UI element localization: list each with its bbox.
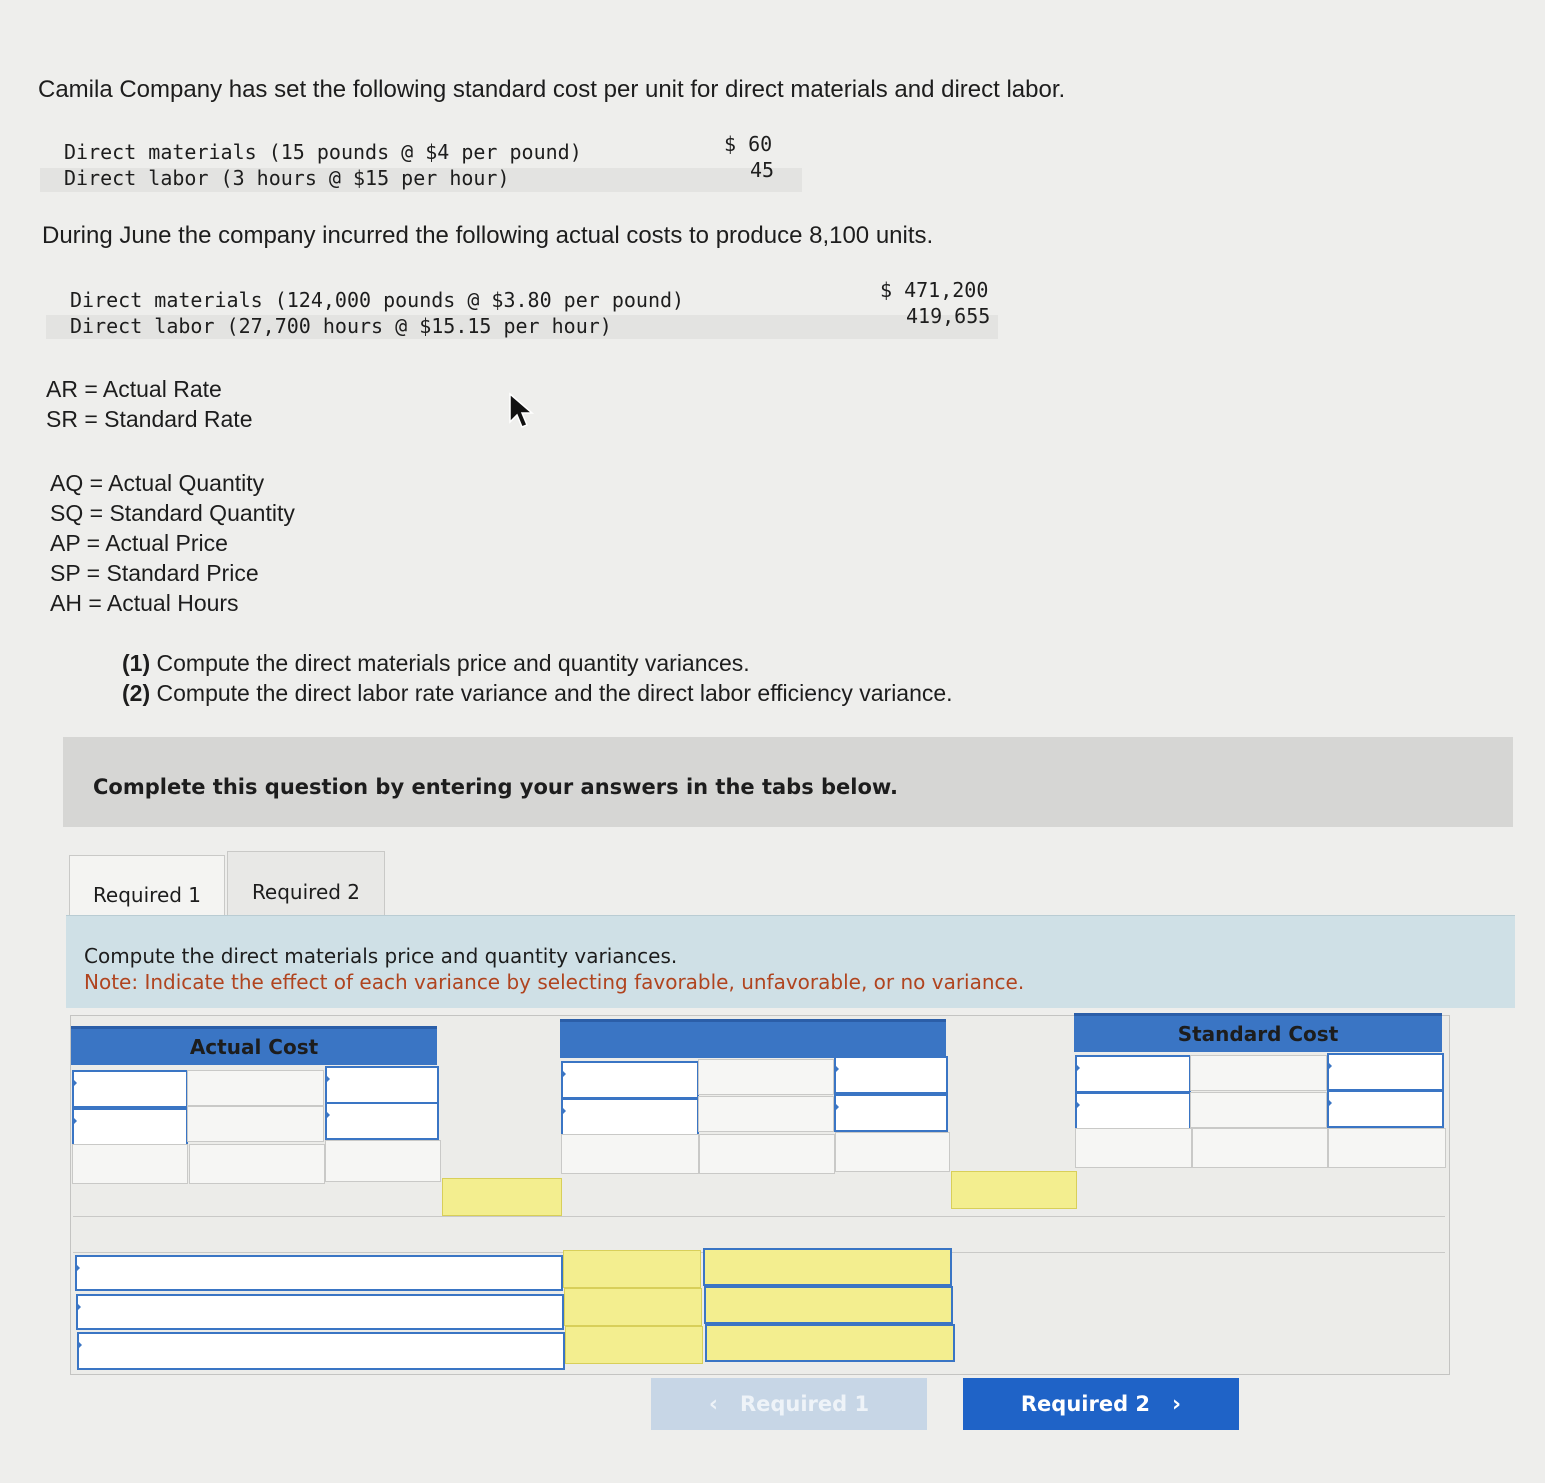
middle-cell [698, 1096, 834, 1132]
button-label: Required 1 [739, 1392, 870, 1416]
tab-required-1[interactable]: Required 1 [69, 855, 225, 934]
header-label: Standard Cost [1177, 1022, 1339, 1046]
middle-header [560, 1019, 946, 1058]
standard-cost-select[interactable] [1075, 1092, 1191, 1130]
requirement-text: Compute the direct labor rate variance and the direct labor efficiency variance. [156, 680, 953, 706]
instruction-panel [66, 915, 1515, 1008]
price-variance-cell[interactable] [442, 1178, 562, 1216]
chevron-right-icon: › [1172, 1391, 1182, 1417]
definition: AP = Actual Price [50, 530, 228, 556]
actual-dl-amount: 419,655 [906, 304, 991, 328]
instruction-text: Compute the direct materials price and quantity variances. [84, 944, 678, 968]
standard-cost-input[interactable] [1328, 1128, 1446, 1168]
definition: AH = Actual Hours [50, 590, 239, 616]
row-divider [73, 1216, 1445, 1217]
variance-effect-select[interactable] [703, 1248, 952, 1286]
requirement-1 [122, 650, 750, 677]
middle-select[interactable] [834, 1056, 948, 1094]
actual-cost-input[interactable] [72, 1144, 188, 1184]
variance-label-select[interactable] [76, 1294, 564, 1330]
definition: SQ = Standard Quantity [50, 500, 295, 526]
requirement-2 [122, 680, 953, 707]
instruction-note: Note: Indicate the effect of each variance by selecting favorable, unfavorable, or no variance. [84, 970, 1025, 994]
definition: AR = Actual Rate [46, 376, 222, 402]
standard-dm-amount: $ 60 [724, 132, 773, 156]
requirement-number: (1) [122, 650, 151, 676]
actual-cost-select[interactable] [325, 1066, 439, 1104]
june-text: During June the company incurred the following actual costs to produce 8,100 units. [42, 222, 934, 249]
standard-dm-label: Direct materials (15 pounds @ $4 per pound) [64, 140, 582, 164]
standard-cost-select[interactable] [1327, 1090, 1444, 1128]
actual-cost-input[interactable] [189, 1144, 325, 1184]
button-label: Required 2 [1020, 1392, 1151, 1416]
actual-cost-header [71, 1026, 437, 1065]
standard-dl-label: Direct labor (3 hours @ $15 per hour) [64, 166, 510, 190]
intro-text: Camila Company has set the following standard cost per unit for direct materials and direct labor. [38, 76, 1066, 103]
actual-cost-cell [187, 1070, 324, 1106]
middle-select[interactable] [561, 1098, 699, 1136]
standard-cost-select[interactable] [1075, 1055, 1191, 1093]
requirement-number: (2) [122, 680, 151, 706]
standard-cost-cell [1190, 1055, 1327, 1091]
chevron-left-icon: ‹ [708, 1391, 718, 1417]
middle-input[interactable] [835, 1132, 950, 1172]
standard-cost-select[interactable] [1327, 1053, 1444, 1091]
variance-effect-select[interactable] [704, 1286, 953, 1324]
middle-input[interactable] [561, 1134, 699, 1174]
variance-amount-input[interactable] [564, 1288, 702, 1326]
standard-dl-amount: 45 [750, 158, 775, 182]
middle-input[interactable] [699, 1134, 835, 1174]
variance-amount-input[interactable] [563, 1250, 701, 1288]
variance-amount-input[interactable] [565, 1326, 703, 1364]
variance-label-select[interactable] [75, 1255, 563, 1291]
standard-cost-input[interactable] [1192, 1128, 1328, 1168]
definition: SP = Standard Price [50, 560, 259, 586]
tab-required-2[interactable]: Required 2 [227, 851, 385, 932]
definition: AQ = Actual Quantity [50, 470, 265, 496]
standard-cost-cell [1190, 1092, 1327, 1128]
instructions-banner [63, 737, 1513, 827]
middle-cell [698, 1059, 834, 1095]
next-required-button[interactable] [963, 1378, 1239, 1430]
previous-required-button[interactable] [651, 1378, 927, 1430]
actual-cost-select[interactable] [325, 1102, 439, 1140]
variance-label-select[interactable] [77, 1332, 565, 1370]
actual-dl-label: Direct labor (27,700 hours @ $15.15 per hour) [70, 314, 612, 338]
middle-select[interactable] [561, 1061, 699, 1099]
quantity-definitions [50, 468, 295, 618]
mouse-cursor-icon [508, 392, 534, 430]
actual-cost-select[interactable] [72, 1070, 188, 1108]
standard-cost-header [1074, 1013, 1442, 1052]
actual-cost-cell [187, 1106, 324, 1142]
variance-effect-select[interactable] [705, 1324, 955, 1362]
banner-text: Complete this question by entering your answers in the tabs below. [93, 775, 898, 799]
rate-definitions [46, 374, 252, 434]
actual-dm-amount: $ 471,200 [880, 278, 989, 302]
definition: SR = Standard Rate [46, 406, 253, 432]
standard-cost-input[interactable] [1075, 1128, 1192, 1168]
actual-cost-input[interactable] [325, 1140, 441, 1182]
actual-cost-select[interactable] [72, 1108, 188, 1146]
actual-dm-label: Direct materials (124,000 pounds @ $3.80 per pound) [70, 288, 685, 312]
requirement-text: Compute the direct materials price and quantity variances. [156, 650, 750, 676]
middle-select[interactable] [834, 1094, 948, 1132]
quantity-variance-cell[interactable] [951, 1171, 1077, 1209]
header-label: Actual Cost [189, 1035, 319, 1059]
